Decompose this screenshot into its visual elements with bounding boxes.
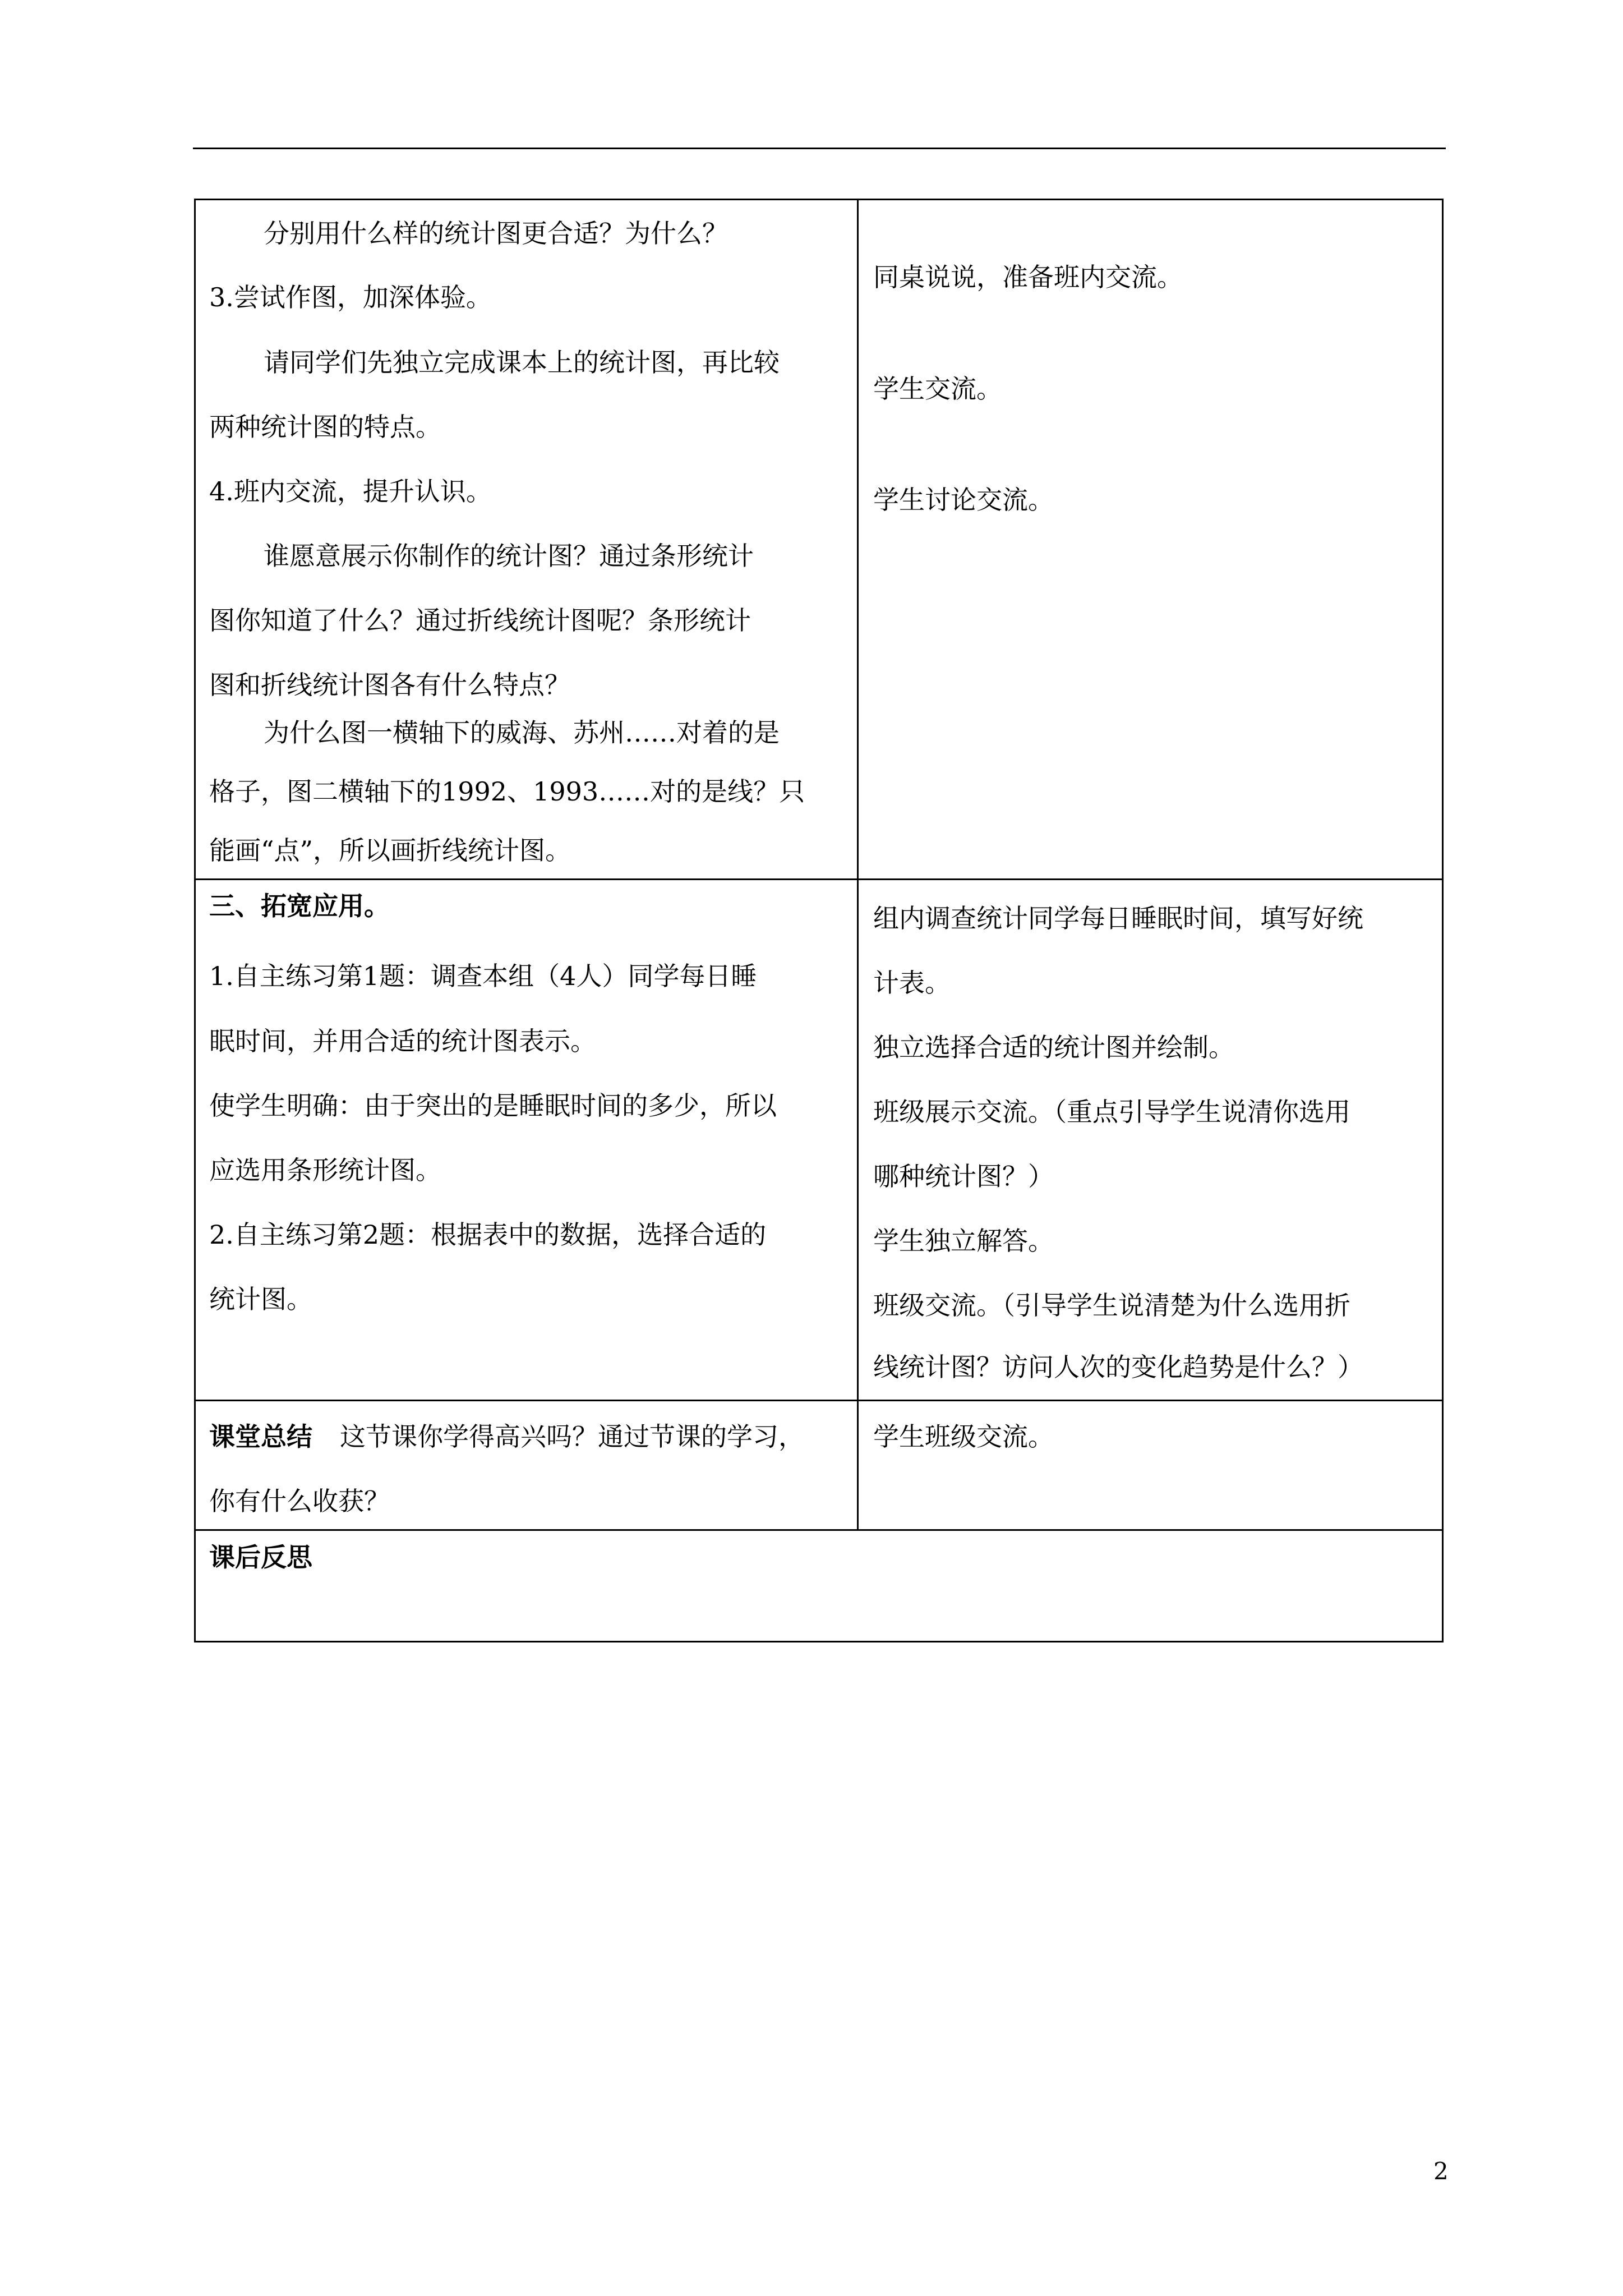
section2-right-line: 班级展示交流。（重点引导学生说清你选用 [873, 1097, 1350, 1127]
section1-left-line: 请同学们先独立完成课本上的统计图，再比较 [264, 347, 780, 378]
section3-right-line: 学生班级交流。 [873, 1421, 1054, 1452]
section1-left-line: 能画“点”，所以画折线统计图。 [209, 835, 571, 866]
row-divider-1 [194, 878, 1444, 880]
page-number: 2 [1433, 2157, 1449, 2185]
section2-right-line: 独立选择合适的统计图并绘制。 [873, 1032, 1234, 1062]
section1-left-line: 3.尝试作图，加深体验。 [209, 282, 492, 312]
class-summary-label: 课堂总结 [209, 1421, 312, 1452]
section1-left-line: 图和折线统计图各有什么特点？ [209, 670, 570, 700]
section2-right-line: 哪种统计图？） [873, 1161, 1054, 1191]
section1-left-line: 谁愿意展示你制作的统计图？通过条形统计 [264, 541, 754, 571]
section3-left-line: 你有什么收获？ [209, 1486, 390, 1516]
section2-right-line: 计表。 [873, 968, 951, 998]
section1-left-line: 两种统计图的特点。 [209, 412, 441, 442]
section1-left-line: 格子，图二横轴下的1992、1993……对的是线？只 [209, 776, 805, 807]
section2-right-line: 线统计图？访问人次的变化趋势是什么？） [873, 1352, 1363, 1382]
section1-right-line: 学生交流。 [873, 374, 1002, 404]
section2-left-line: 应选用条形统计图。 [209, 1155, 441, 1185]
section2-left-line: 统计图。 [209, 1284, 312, 1314]
section1-left-line: 分别用什么样的统计图更合适？为什么？ [264, 218, 728, 249]
section2-right-line: 学生独立解答。 [873, 1226, 1054, 1256]
section2-title: 三、拓宽应用。 [209, 891, 390, 921]
section2-right-line: 组内调查统计同学每日睡眠时间，填写好统 [873, 903, 1363, 933]
header-rule [193, 148, 1446, 149]
section2-left-line: 使学生明确：由于突出的是睡眠时间的多少，所以 [209, 1091, 777, 1121]
section3-left-line: 这节课你学得高兴吗？通过节课的学习， [340, 1421, 804, 1452]
section1-right-line: 学生讨论交流。 [873, 485, 1054, 515]
reflection-label: 课后反思 [209, 1542, 312, 1572]
row-divider-3 [194, 1529, 1444, 1531]
section2-right-line: 班级交流。（引导学生说清楚为什么选用折 [873, 1290, 1350, 1320]
section2-left-line: 1.自主练习第1题：调查本组（4人）同学每日睡 [209, 961, 757, 991]
section1-left-line: 4.班内交流，提升认识。 [209, 476, 492, 507]
section1-right-line: 同桌说说，准备班内交流。 [873, 262, 1183, 292]
section1-left-line: 图你知道了什么？通过折线统计图呢？条形统计 [209, 605, 751, 636]
row-divider-2 [194, 1400, 1444, 1401]
section2-left-line: 2.自主练习第2题：根据表中的数据，选择合适的 [209, 1220, 767, 1250]
section2-left-line: 眠时间，并用合适的统计图表示。 [209, 1026, 596, 1056]
column-divider [857, 199, 859, 1529]
section1-left-line: 为什么图一横轴下的威海、苏州……对着的是 [264, 717, 780, 748]
